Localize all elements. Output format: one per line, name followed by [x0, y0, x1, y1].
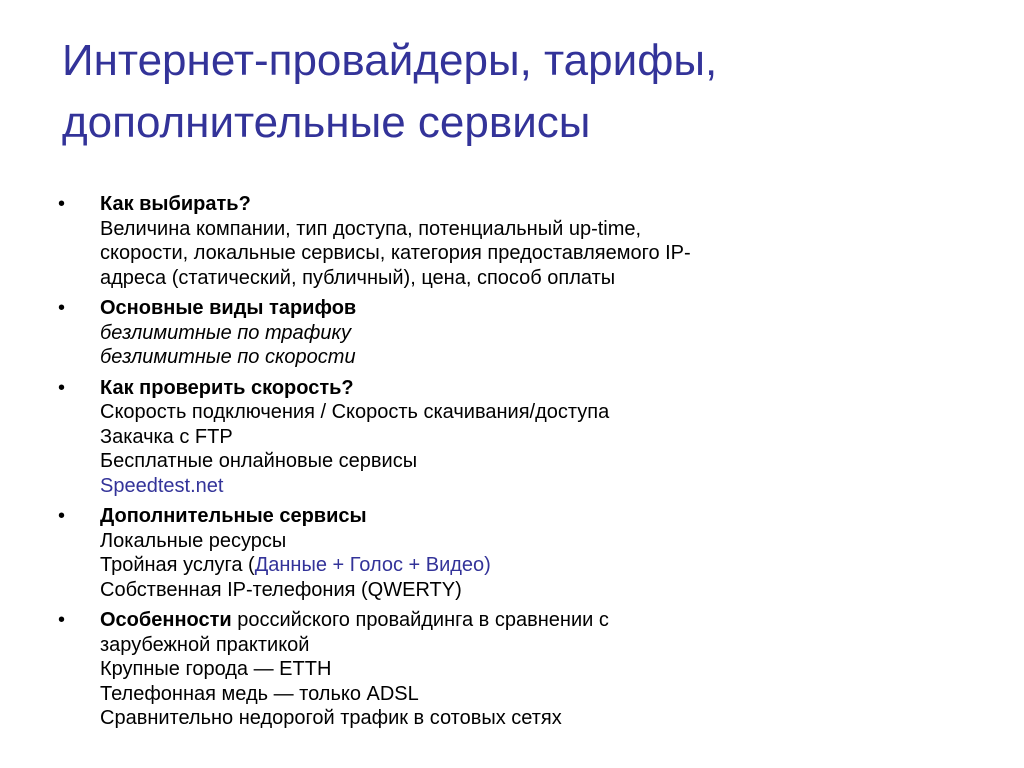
slide-title-line-2: дополнительные сервисы: [62, 98, 591, 147]
bullet-dot-icon: •: [58, 297, 66, 319]
bullet-line: Локальные ресурсы: [100, 529, 287, 552]
triple-service-link[interactable]: Данные + Голос + Видео): [254, 554, 491, 576]
bullet-line: Собственная IP-телефония (QWERTY): [100, 578, 462, 601]
bullet-line: безлимитные по трафику: [100, 321, 351, 344]
bullet-line: Скорость подключения / Скорость скачивания/доступа: [100, 401, 610, 423]
bullet-line: Телефонная медь — только ADSL: [100, 682, 419, 705]
bullet-line: Бесплатные онлайновые сервисы: [100, 450, 418, 472]
bullet-dot-icon: •: [58, 505, 66, 527]
bullet-line: Сравнительно недорогой трафик в сотовых сетях: [100, 707, 562, 729]
bullet-heading-line: [100, 608, 978, 633]
bullet-list: [58, 192, 978, 737]
bullet-line: скорости, локальные сервисы, категория предоставляемого IP-: [100, 242, 691, 264]
bullet-heading: Основные виды тарифов: [100, 297, 357, 319]
bullet-dot-icon: •: [58, 193, 66, 215]
slide-title: [62, 30, 982, 154]
bullet-speed-check: [58, 376, 978, 499]
speedtest-link[interactable]: Speedtest.net: [100, 474, 224, 497]
bullet-heading: Дополнительные сервисы: [100, 505, 367, 527]
bullet-line: Крупные города — ETTH: [100, 658, 332, 680]
bullet-heading-rest: российского провайдинга в сравнении с: [231, 609, 609, 631]
bullet-line: Закачка с FTP: [100, 425, 233, 448]
bullet-how-to-choose: [58, 192, 978, 290]
bullet-line: адреса (статический, публичный), цена, способ оплаты: [100, 266, 616, 289]
bullet-line: зарубежной практикой: [100, 633, 310, 656]
bullet-line: Величина компании, тип доступа, потенциальный up-time,: [100, 217, 642, 240]
slide-title-line-1: Интернет-провайдеры, тарифы,: [62, 36, 718, 85]
bullet-tariff-types: [58, 296, 978, 370]
bullet-heading: Как проверить скорость?: [100, 376, 354, 399]
bullet-additional-services: [58, 504, 978, 602]
bullet-dot-icon: •: [58, 609, 66, 631]
bullet-line: безлимитные по скорости: [100, 346, 356, 368]
triple-service-line: [100, 553, 978, 578]
bullet-heading: Как выбирать?: [100, 193, 251, 215]
bullet-russian-features: [58, 608, 978, 731]
bullet-dot-icon: •: [58, 376, 66, 399]
bullet-heading: Особенности: [100, 609, 232, 631]
triple-service-prefix: Тройная услуга (: [100, 554, 255, 576]
